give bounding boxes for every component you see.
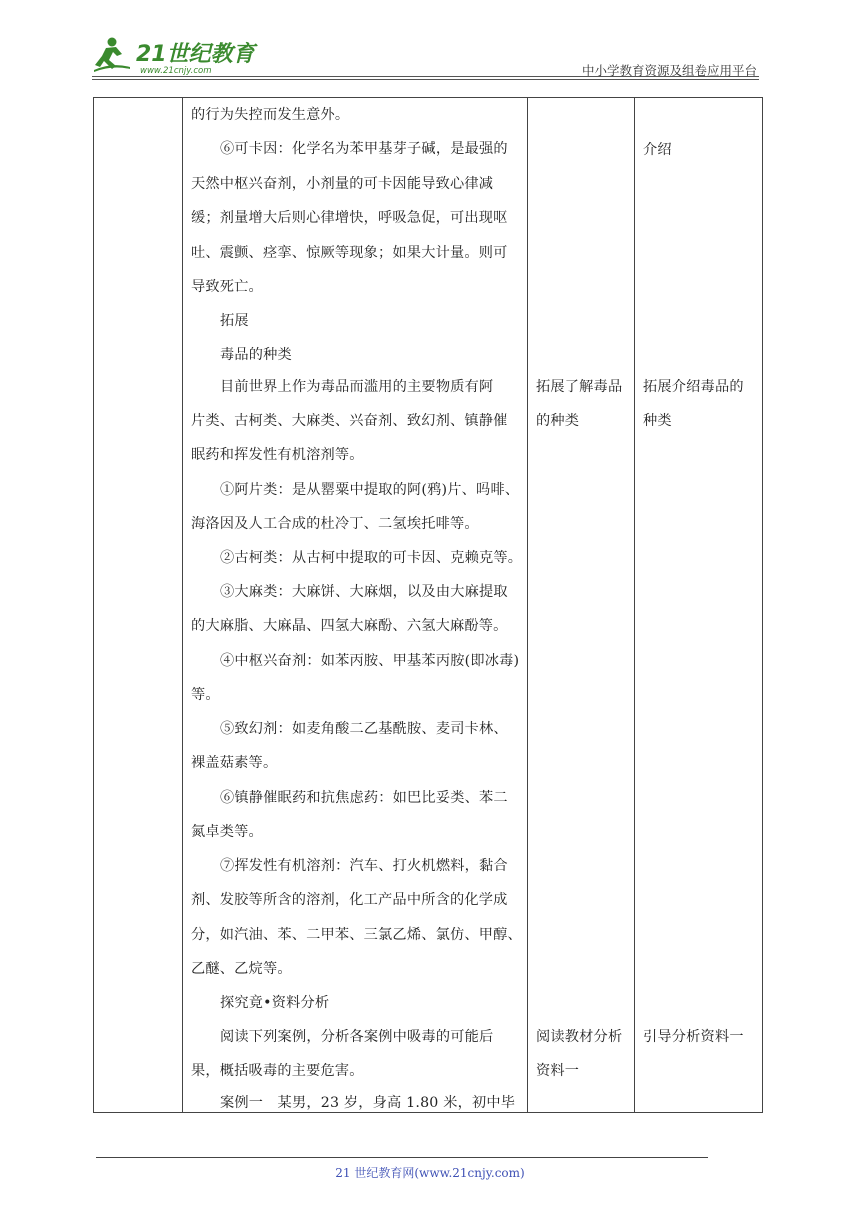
content-line: ⑦挥发性有机溶剂：汽车、打火机燃料，黏合 — [220, 858, 508, 874]
content-line: 目前世界上作为毒品而滥用的主要物质有阿 — [220, 379, 494, 395]
content-line: 片类、古柯类、大麻类、兴奋剂、致幻剂、镇静催 — [191, 413, 508, 429]
teacher-line: 引导分析资料一 — [643, 1029, 744, 1045]
footer-rule — [96, 1157, 708, 1158]
content-line: ⑥可卡因：化学名为苯甲基芽子碱，是最强的 — [220, 141, 508, 157]
teacher-line: 拓展介绍毒品的 — [643, 379, 744, 395]
content-line: 氮卓类等。 — [191, 824, 263, 840]
student-line: 的种类 — [536, 413, 580, 429]
content-line: 导致死亡。 — [191, 279, 263, 295]
header-rule — [92, 76, 759, 77]
footer-source: 21 世纪教育网(www.21cnjy.com) — [335, 1166, 525, 1180]
content-line: 剂、发胶等所含的溶剂，化工产品中所含的化学成 — [191, 892, 508, 908]
column-content — [183, 98, 528, 1113]
logo-21cnjy — [92, 34, 262, 76]
student-line: 阅读教材分析 — [536, 1029, 623, 1045]
content-line: 缓；剂量增大后则心律增快，呼吸急促，可出现呕 — [191, 210, 508, 226]
student-line: 拓展了解毒品 — [536, 379, 623, 395]
table-row — [94, 98, 763, 1113]
page-header — [92, 28, 759, 78]
content-line: 裸盖菇素等。 — [191, 755, 278, 771]
content-line: 的大麻脂、大麻晶、四氢大麻酚、六氢大麻酚等。 — [191, 618, 508, 634]
column-teacher-activity — [635, 98, 763, 1113]
content-line: 案例一 某男，23 岁，身高 1.80 米，初中毕 — [220, 1095, 516, 1111]
logo-title: 21世纪教育 — [136, 42, 255, 67]
content-line: 吐、震颤、痉挛、惊厥等现象；如果大计量。则可 — [191, 245, 508, 261]
teacher-line: 种类 — [643, 413, 672, 429]
lesson-table — [93, 97, 763, 1113]
content-line: 等。 — [191, 687, 220, 703]
content-line: ⑤致幻剂：如麦角酸二乙基酰胺、麦司卡林、 — [220, 721, 508, 737]
content-line: 拓展 — [220, 313, 249, 329]
content-line: ④中枢兴奋剂：如苯丙胺、甲基苯丙胺(即冰毒) — [220, 653, 520, 669]
student-line: 资料一 — [536, 1063, 580, 1079]
content-line: 阅读下列案例，分析各案例中吸毒的可能后 — [220, 1029, 494, 1045]
content-line: ⑥镇静催眠药和抗焦虑药：如巴比妥类、苯二 — [220, 790, 508, 806]
content-line: 乙醚、乙烷等。 — [191, 961, 292, 977]
column-student-activity — [528, 98, 635, 1113]
logo-url: www.21cnjy.com — [140, 66, 212, 76]
content-line: 探究竟•资料分析 — [220, 995, 330, 1011]
content-line: 眠药和挥发性有机溶剂等。 — [191, 447, 364, 463]
content-line: 天然中枢兴奋剂，小剂量的可卡因能导致心律减 — [191, 176, 494, 192]
content-line: 的行为失控而发生意外。 — [191, 107, 350, 123]
column-stage — [94, 98, 183, 1113]
teacher-line: 介绍 — [643, 142, 672, 158]
header-rule-double — [92, 79, 759, 80]
content-line: ③大麻类：大麻饼、大麻烟，以及由大麻提取 — [220, 584, 508, 600]
content-line: 分，如汽油、苯、二甲苯、三氯乙烯、氯仿、甲醇、 — [191, 927, 522, 943]
content-line: ①阿片类：是从罂粟中提取的阿(鸦)片、吗啡、 — [220, 482, 520, 498]
content-line: 海洛因及人工合成的杜冷丁、二氢埃托啡等。 — [191, 516, 479, 532]
platform-name: 中小学教育资源及组卷应用平台 — [581, 63, 757, 78]
content-line: 果，概括吸毒的主要危害。 — [191, 1063, 364, 1079]
content-line: ②古柯类：从古柯中提取的可卡因、克赖克等。 — [220, 550, 523, 566]
content-line: 毒品的种类 — [220, 347, 292, 363]
